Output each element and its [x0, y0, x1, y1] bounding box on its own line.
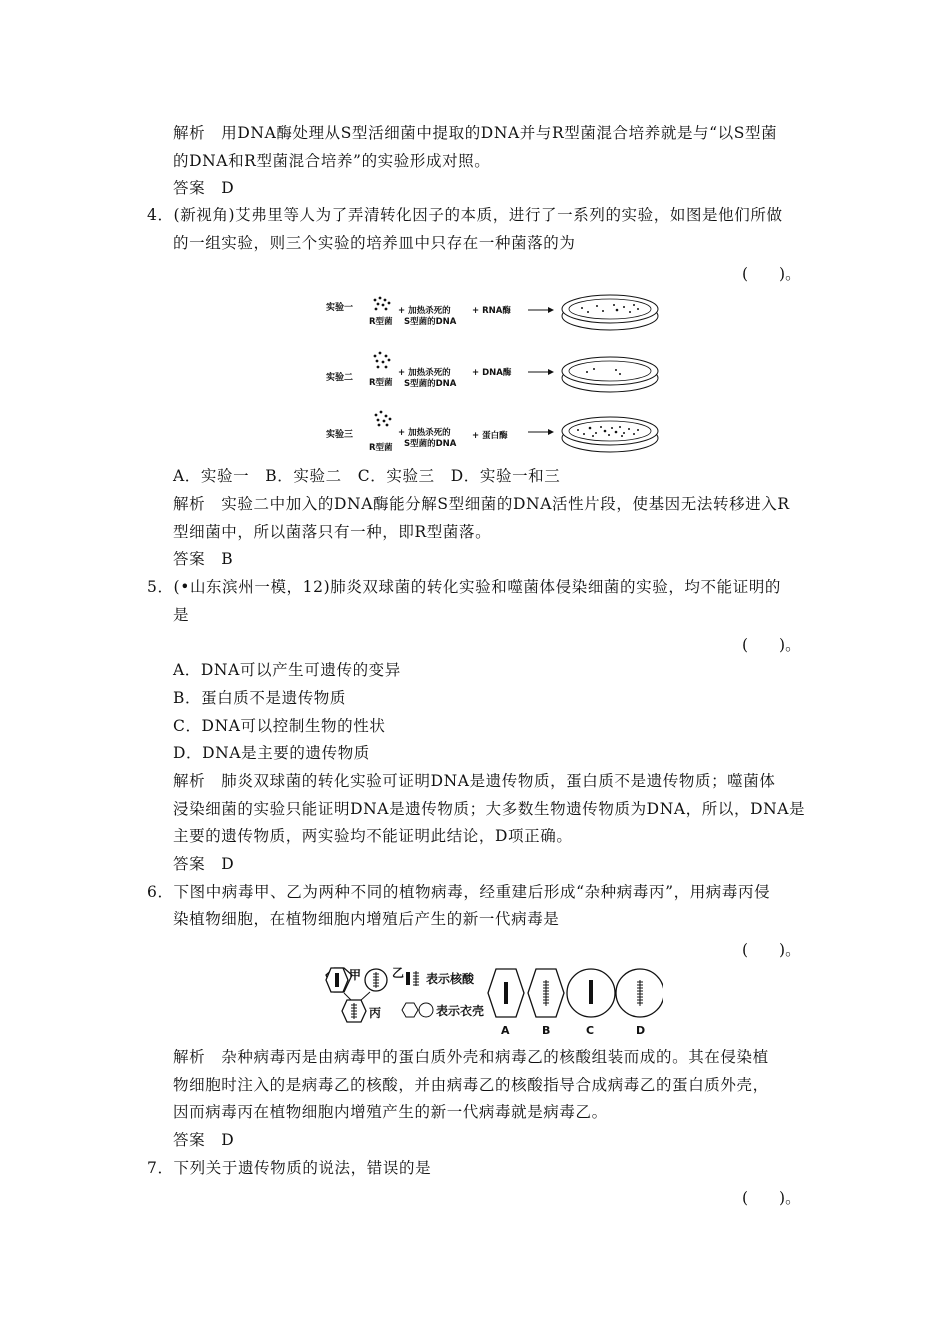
- q4-analysis-line-1: 解析 实验二中加入的DNA酶能分解S型细菌的DNA活性片段，使基因无法转移进入R: [173, 495, 790, 513]
- q6-stem-line-1: 6．下图中病毒甲、乙为两种不同的植物病毒，经重建后形成“杂种病毒丙”，用病毒丙侵: [147, 883, 771, 901]
- additive-1-line-2: S型菌的DNA: [404, 379, 457, 389]
- q4-stem-line-1: 4．(新视角)艾弗里等人为了弄清转化因子的本质，进行了一系列的实验，如图是他们所做: [147, 206, 783, 224]
- q5-answer-blank: ( )。: [742, 636, 801, 654]
- row-label: 实验二: [326, 373, 354, 383]
- legend-shell: [402, 1003, 484, 1018]
- choice-a-label: A: [501, 1024, 510, 1037]
- q6-answer: 答案 D: [173, 1131, 235, 1149]
- q7-stem: 7．下列关于遗传物质的说法，错误的是: [147, 1159, 432, 1177]
- choice-c-label: C: [586, 1024, 595, 1037]
- q5-option-a: A．DNA可以产生可遗传的变异: [173, 661, 401, 679]
- q6-virus-figure: [318, 965, 663, 1040]
- additive-1-line-2: S型菌的DNA: [404, 439, 457, 449]
- legend-shell-label: 表示衣壳: [436, 1004, 485, 1018]
- q4-options: A．实验一 B．实验二 C．实验三 D．实验一和三: [173, 467, 561, 485]
- yi-label: 乙: [392, 966, 405, 980]
- q4-answer: 答案 B: [173, 550, 234, 568]
- bacteria-label: R型菌: [369, 378, 393, 388]
- additive-1-line-1: + 加热杀死的: [398, 306, 451, 316]
- bacteria-label: R型菌: [369, 317, 393, 327]
- choice-a: [488, 969, 524, 1037]
- q4-stem-line-2: 的一组实验，则三个实验的培养皿中只存在一种菌落的为: [173, 234, 576, 252]
- row-label: 实验三: [326, 430, 354, 440]
- q5-analysis-line-2: 浸染细菌的实验只能证明DNA是遗传物质；大多数生物遗传物质为DNA，所以，DNA是: [173, 800, 806, 818]
- q6-answer-blank: ( )。: [742, 941, 801, 959]
- choice-d: [616, 969, 663, 1037]
- q5-option-b: B．蛋白质不是遗传物质: [173, 689, 346, 707]
- experiment-row-1: [326, 295, 658, 330]
- q6-stem-line-2: 染植物细胞，在植物细胞内增殖后产生的新一代病毒是: [173, 910, 560, 928]
- virus-jia: [326, 968, 361, 992]
- q4-answer-blank: ( )。: [742, 265, 801, 283]
- experiment-row-3: [326, 411, 658, 453]
- additive-2: + 蛋白酶: [472, 431, 508, 441]
- q4-experiment-figure: [320, 290, 665, 455]
- q3-analysis-line-2: 的DNA和R型菌混合培养”的实验形成对照。: [173, 152, 491, 170]
- q6-analysis-line-1: 解析 杂种病毒丙是由病毒甲的蛋白质外壳和病毒乙的核酸组装而成的。其在侵染植: [173, 1048, 769, 1066]
- q5-stem-line-1: 5．(•山东滨州一模，12)肺炎双球菌的转化实验和噬菌体侵染细菌的实验，均不能证明的: [147, 578, 782, 596]
- legend-acid-label: 表示核酸: [426, 972, 475, 986]
- legend-acid: [406, 971, 475, 986]
- additive-1-line-1: + 加热杀死的: [398, 428, 451, 438]
- choice-b-label: B: [542, 1024, 551, 1037]
- bacteria-label: R型菌: [369, 443, 393, 453]
- r-bacteria-cluster: [374, 297, 391, 311]
- row-label: 实验一: [326, 303, 354, 313]
- experiment-row-2: [326, 352, 658, 392]
- q5-answer: 答案 D: [173, 855, 235, 873]
- q3-analysis-line-1: 解析 用DNA酶处理从S型活细菌中提取的DNA并与R型菌混合培养就是与“以S型菌: [173, 124, 778, 142]
- additive-2: + RNA酶: [472, 306, 511, 316]
- choice-b: [528, 969, 564, 1037]
- additive-1-line-1: + 加热杀死的: [398, 368, 451, 378]
- q3-answer: 答案 D: [173, 179, 235, 197]
- q5-stem-line-2: 是: [173, 606, 190, 624]
- q6-analysis-line-3: 因而病毒丙在植物细胞内增殖产生的新一代病毒就是病毒乙。: [173, 1103, 608, 1121]
- petri-dish: [562, 417, 658, 452]
- jia-label: 甲: [349, 968, 362, 982]
- petri-dish: [562, 357, 658, 392]
- petri-dish: [562, 295, 658, 330]
- r-bacteria-cluster: [374, 352, 391, 369]
- q5-option-c: C．DNA可以控制生物的性状: [173, 717, 386, 735]
- additive-1-line-2: S型菌的DNA: [404, 317, 457, 327]
- virus-bing: [342, 1000, 381, 1022]
- additive-2: + DNA酶: [472, 368, 512, 378]
- q5-analysis-line-1: 解析 肺炎双球菌的转化实验可证明DNA是遗传物质，蛋白质不是遗传物质；噬菌体: [173, 772, 776, 790]
- choice-d-label: D: [636, 1024, 646, 1037]
- q5-analysis-line-3: 主要的遗传物质，两实验均不能证明此结论，D项正确。: [173, 827, 573, 845]
- q6-analysis-line-2: 物细胞时注入的是病毒乙的核酸，并由病毒乙的核酸指导合成病毒乙的蛋白质外壳，: [173, 1076, 769, 1094]
- q4-analysis-line-2: 型细菌中，所以菌落只有一种，即R型菌落。: [173, 523, 492, 541]
- bing-label: 丙: [369, 1006, 382, 1020]
- q5-option-d: D．DNA是主要的遗传物质: [173, 744, 370, 762]
- r-bacteria-cluster: [375, 411, 392, 427]
- q7-answer-blank: ( )。: [742, 1189, 801, 1207]
- virus-yi: [365, 966, 404, 991]
- choice-c: [567, 969, 615, 1037]
